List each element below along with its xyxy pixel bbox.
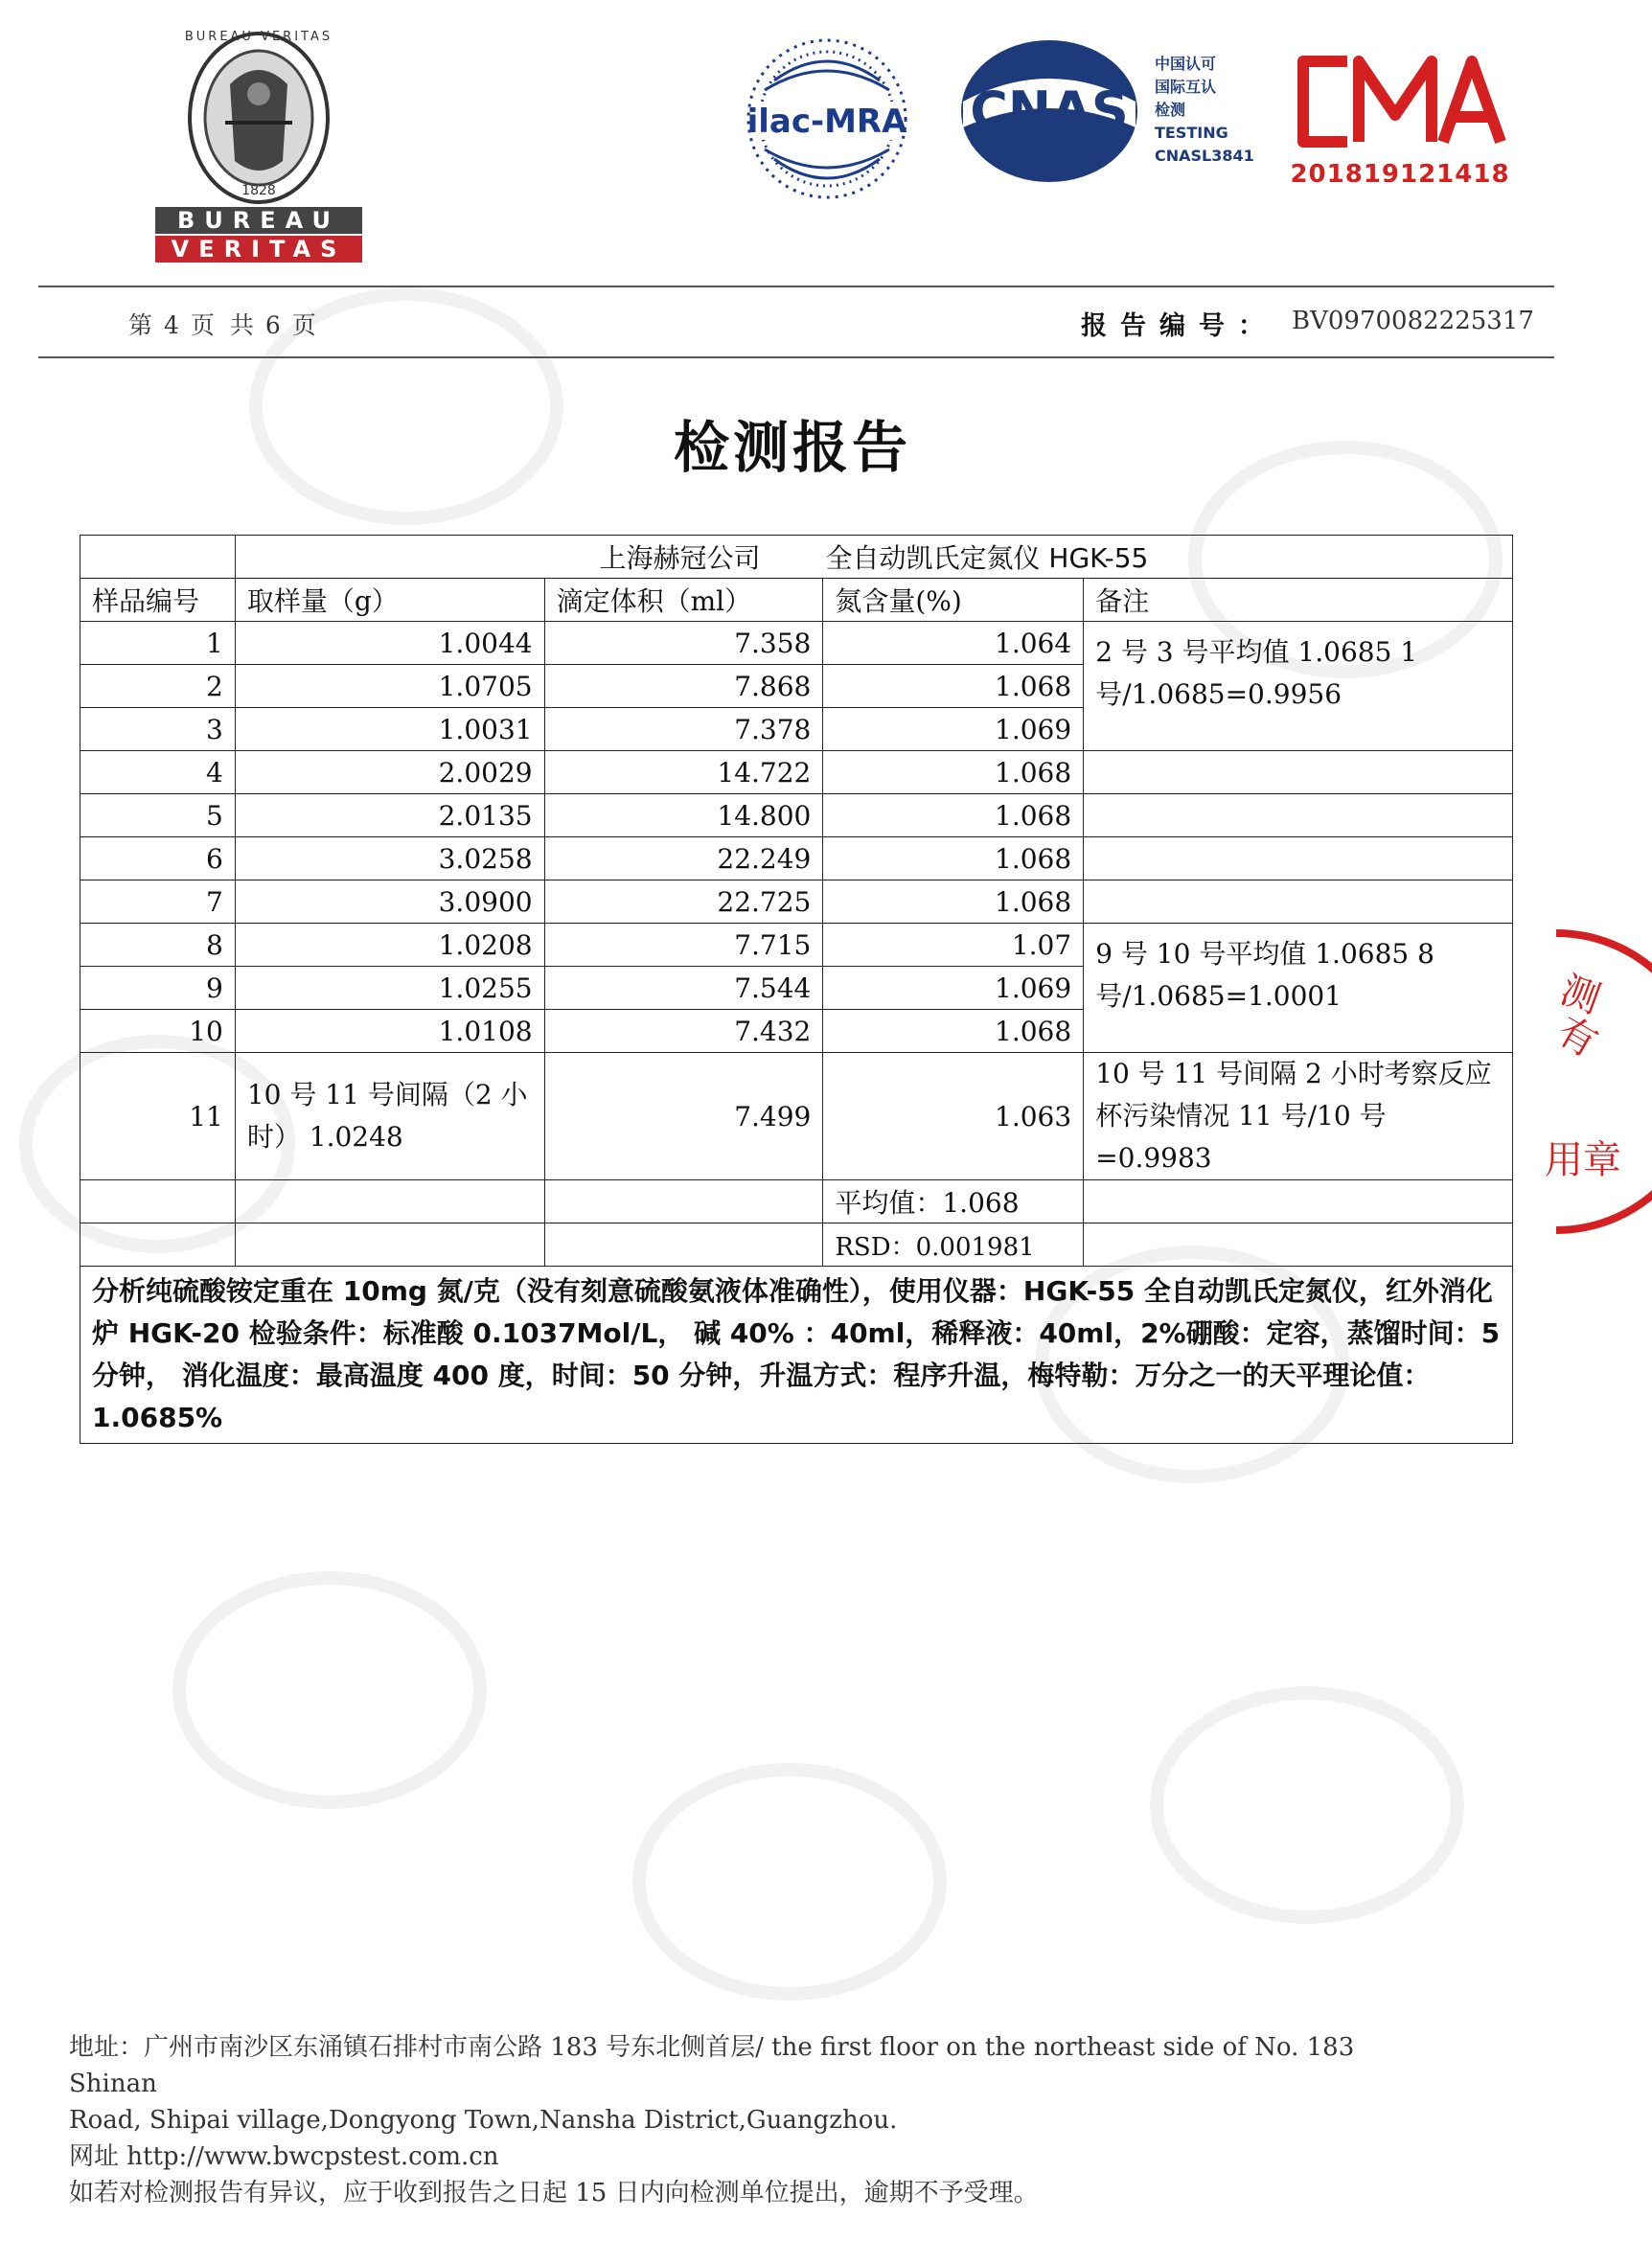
bv-line2: VERITAS	[171, 236, 347, 263]
blank-cell	[80, 1180, 236, 1223]
nitrogen-content: 1.063	[823, 1053, 1084, 1180]
sample-id: 10	[80, 1010, 236, 1053]
blank-cell	[544, 1223, 823, 1267]
page-label-suffix: 页	[291, 311, 320, 339]
page-title: 检测报告	[673, 415, 911, 480]
sample-mass: 1.0044	[235, 622, 544, 665]
table-title	[235, 536, 1512, 579]
sample-mass: 3.0258	[235, 837, 544, 880]
watermark-seal	[172, 1571, 487, 1809]
cnas-line-4: TESTING	[1155, 124, 1228, 142]
header-rule-top	[38, 286, 1554, 287]
sample-mass: 3.0900	[235, 880, 544, 924]
table-header-row	[80, 579, 1513, 622]
sample-id: 2	[80, 665, 236, 708]
titration-volume: 22.725	[544, 880, 823, 924]
sample-id: 9	[80, 967, 236, 1010]
footer	[69, 2029, 1506, 2211]
sample-id: 11	[80, 1053, 236, 1180]
watermark-seal	[1150, 1686, 1464, 1924]
table-row	[80, 751, 1513, 794]
remark-empty	[1084, 837, 1513, 880]
cnas-line-2: 国际互认	[1155, 78, 1217, 96]
blank-cell	[235, 1223, 544, 1267]
table-row	[80, 794, 1513, 837]
sample-id: 8	[80, 924, 236, 967]
footer-disclaimer: 如若对检测报告有异议，应于收到报告之日起 15 日内向检测单位提出，逾期不予受理。	[69, 2179, 1039, 2207]
ilac-mra-logo	[736, 33, 918, 205]
sample-mass: 1.0031	[235, 708, 544, 751]
footer-address-line3: Road, Shipai village,Dongyong Town,Nansha District,Guangzhou.	[69, 2106, 898, 2135]
page-label-prefix: 第	[128, 311, 157, 339]
sample-mass: 1.0255	[235, 967, 544, 1010]
report-number: BV0970082225317	[1292, 307, 1534, 335]
average-row	[80, 1180, 1513, 1223]
titration-volume: 14.722	[544, 751, 823, 794]
footer-website: 网址 http://www.bwcpstest.com.cn	[69, 2142, 499, 2171]
sample-mass: 1.0705	[235, 665, 544, 708]
nitrogen-content: 1.068	[823, 751, 1084, 794]
page-label-mid: 页 共	[190, 311, 258, 339]
page-current: 4	[164, 311, 183, 339]
sample-mass: 1.0108	[235, 1010, 544, 1053]
blank-cell	[235, 1180, 544, 1223]
results-table	[80, 535, 1513, 1444]
ilac-text: ilac-MRA	[746, 103, 907, 141]
blank-cell	[80, 1223, 236, 1267]
titration-volume: 22.249	[544, 837, 823, 880]
table-title-row	[80, 536, 1513, 579]
titration-volume: 7.358	[544, 622, 823, 665]
company-name: 上海赫冠公司	[599, 542, 761, 574]
watermark-seal	[632, 1763, 947, 2001]
cnas-line-5: CNASL3841	[1155, 147, 1254, 165]
header-nitrogen: 氮含量(%)	[823, 579, 1084, 622]
sample-id: 5	[80, 794, 236, 837]
cma-logo	[1290, 48, 1510, 192]
nitrogen-content: 1.069	[823, 967, 1084, 1010]
header-rule-bottom	[38, 356, 1554, 358]
cnas-text: CNAS	[970, 80, 1129, 141]
footer-address-line2: Shinan	[69, 2069, 157, 2098]
nitrogen-content: 1.068	[823, 794, 1084, 837]
cma-number: 201819121418	[1290, 160, 1510, 189]
blank-cell	[1084, 1180, 1513, 1223]
cnas-logo	[958, 36, 1274, 190]
blank-cell	[544, 1180, 823, 1223]
sample-mass: 2.0135	[235, 794, 544, 837]
bv-year: 1828	[241, 183, 276, 198]
stamp-char-1: 测	[1554, 968, 1606, 1023]
table-row	[80, 622, 1513, 665]
header-mass: 取样量（g）	[235, 579, 544, 622]
header-remark: 备注	[1084, 579, 1513, 622]
sample-id: 1	[80, 622, 236, 665]
bureau-veritas-logo	[153, 27, 364, 266]
table-row	[80, 924, 1513, 967]
titration-volume: 7.715	[544, 924, 823, 967]
sample-id: 4	[80, 751, 236, 794]
nitrogen-content: 1.068	[823, 665, 1084, 708]
table-row	[80, 880, 1513, 924]
bv-line1: BUREAU	[177, 207, 340, 234]
note-row	[80, 1267, 1513, 1444]
sample-mass: 2.0029	[235, 751, 544, 794]
remark-empty	[1084, 794, 1513, 837]
svg-text:BUREAU VERITAS: BUREAU VERITAS	[184, 30, 333, 44]
report-number-label: 报告编号：	[1081, 311, 1277, 341]
remark-samples-8-10: 9 号 10 号平均值 1.0685 8 号/1.0685=1.0001	[1084, 924, 1513, 1053]
nitrogen-content: 1.068	[823, 1010, 1084, 1053]
titration-volume: 7.378	[544, 708, 823, 751]
rsd-row	[80, 1223, 1513, 1267]
sample-mass: 1.0208	[235, 924, 544, 967]
nitrogen-content: 1.07	[823, 924, 1084, 967]
sample-id: 7	[80, 880, 236, 924]
header-sample-id: 样品编号	[80, 579, 236, 622]
titration-volume: 7.432	[544, 1010, 823, 1053]
page-total: 6	[264, 311, 285, 339]
test-conditions-note: 分析纯硫酸铵定重在 10mg 氮/克（没有刻意硫酸氨液体准确性），使用仪器：HGK-55 全自动凯氏定氮仪，红外消化炉 HGK-20 检验条件：标准酸 0.1037Mol/L， 碱 40% ：40ml，稀释液：40ml，2%硼酸：定容，蒸馏时间：5 分钟， 消化温度：最高温度 400 度，时间：50 分钟，升温方式：程序升温，梅特勒：万分之一的天平理论值：1.0685%	[80, 1267, 1513, 1444]
instrument-name: 全自动凯氏定氮仪 HGK-55	[825, 542, 1149, 574]
footer-address-line1: 地址：广州市南沙区东涌镇石排村市南公路 183 号东北侧首层/ the first floor on the northeast side of No. 183	[69, 2033, 1355, 2062]
rsd-value: RSD：0.001981	[823, 1223, 1084, 1267]
titration-volume: 7.499	[544, 1053, 823, 1180]
average-value: 平均值：1.068	[823, 1180, 1084, 1223]
remark-empty	[1084, 751, 1513, 794]
table-row	[80, 1053, 1513, 1180]
sample-id: 6	[80, 837, 236, 880]
titration-volume: 7.544	[544, 967, 823, 1010]
titration-volume: 7.868	[544, 665, 823, 708]
nitrogen-content: 1.068	[823, 837, 1084, 880]
cnas-line-1: 中国认可	[1155, 55, 1217, 73]
stamp-char-3: 用章	[1545, 1138, 1621, 1182]
nitrogen-content: 1.069	[823, 708, 1084, 751]
page-indicator	[125, 307, 324, 341]
sample-mass: 10 号 11 号间隔（2 小时） 1.0248	[235, 1053, 544, 1180]
sample-id: 3	[80, 708, 236, 751]
blank-cell	[80, 536, 236, 579]
cnas-line-3: 检测	[1155, 101, 1186, 119]
nitrogen-content: 1.068	[823, 880, 1084, 924]
stamp-char-2: 有	[1549, 1008, 1605, 1066]
remark-empty	[1084, 880, 1513, 924]
blank-cell	[1084, 1223, 1513, 1267]
remark-samples-1-3: 2 号 3 号平均值 1.0685 1 号/1.0685=0.9956	[1084, 622, 1513, 751]
titration-volume: 14.800	[544, 794, 823, 837]
nitrogen-content: 1.064	[823, 622, 1084, 665]
table-row	[80, 837, 1513, 880]
header-volume: 滴定体积（ml）	[544, 579, 823, 622]
remark-sample-11: 10 号 11 号间隔 2 小时考察反应杯污染情况 11 号/10 号=0.9983	[1084, 1053, 1513, 1180]
official-stamp-fragment	[1537, 924, 1652, 1240]
